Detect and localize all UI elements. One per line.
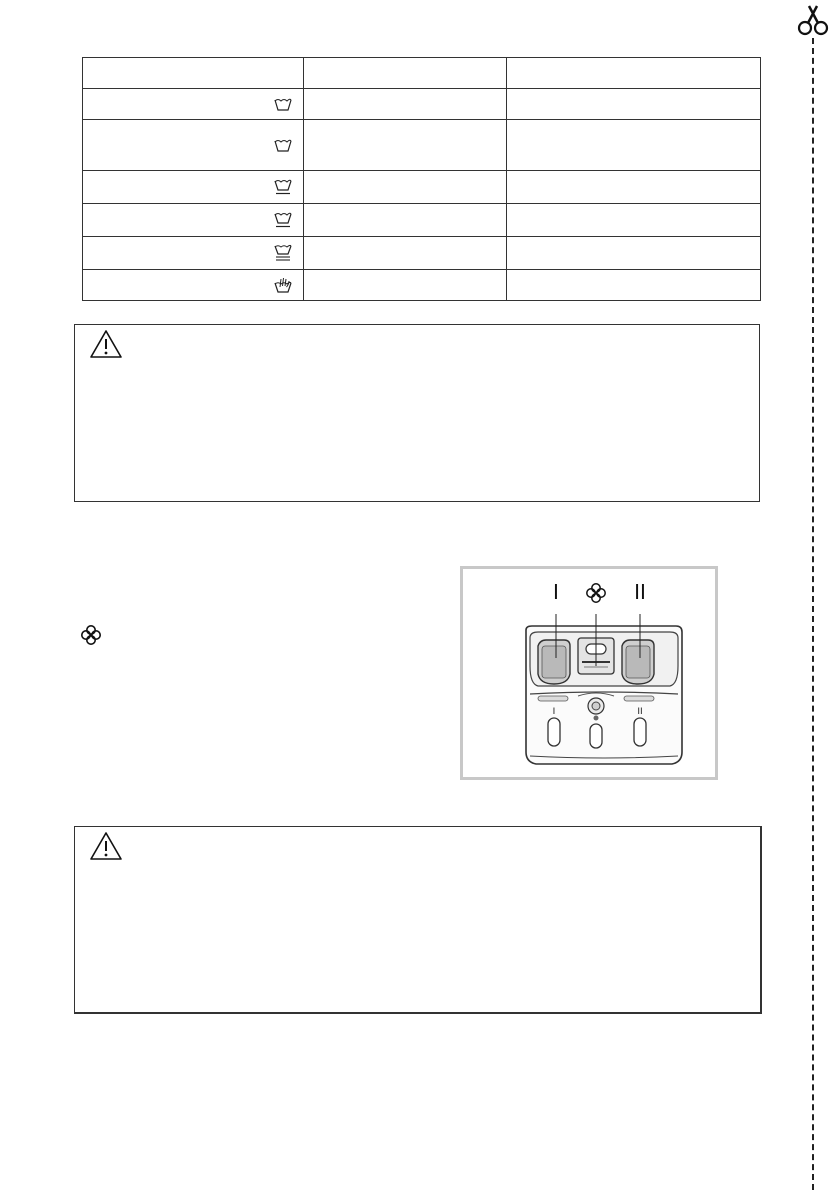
table-cell	[83, 171, 304, 204]
bottom-mark-mainwash: II	[637, 707, 643, 717]
warning-triangle-icon	[89, 329, 123, 359]
compartment-label-mainwash: II	[634, 580, 646, 604]
table-cell	[304, 204, 507, 237]
warning-triangle-icon	[89, 831, 123, 861]
table-cell	[507, 204, 761, 237]
table-header-cell	[83, 58, 304, 89]
bottom-mark-prewash: I	[552, 707, 556, 717]
table-cell	[507, 237, 761, 270]
warning-box	[74, 826, 762, 1014]
table-row	[83, 237, 761, 270]
table-row	[83, 270, 761, 301]
wash-tub-icon	[273, 95, 293, 113]
table-cell	[304, 89, 507, 120]
table-cell	[304, 270, 507, 301]
table-row	[83, 89, 761, 120]
table-cell	[83, 270, 304, 301]
table-cell	[507, 89, 761, 120]
table-row	[83, 204, 761, 237]
table-header-cell	[507, 58, 761, 89]
scissors-icon	[796, 4, 830, 38]
compartment-label-prewash: I	[553, 580, 559, 604]
table-cell	[83, 204, 304, 237]
table-cell	[507, 120, 761, 171]
wash-tub-one-bar-icon	[273, 178, 293, 196]
wash-tub-one-bar-icon	[273, 211, 293, 229]
hand-wash-icon	[273, 276, 293, 294]
wash-tub-two-bars-icon	[273, 244, 293, 262]
table-row	[83, 120, 761, 171]
table-row	[83, 171, 761, 204]
table-cell	[304, 120, 507, 171]
table-header-cell	[304, 58, 507, 89]
table-cell	[83, 120, 304, 171]
softener-flower-icon	[80, 624, 102, 646]
table-cell	[83, 89, 304, 120]
table-cell	[83, 237, 304, 270]
table-cell	[507, 171, 761, 204]
detergent-dispenser-diagram	[460, 566, 718, 780]
care-symbol-table	[82, 57, 761, 301]
table-cell	[304, 171, 507, 204]
wash-tub-icon	[273, 136, 293, 154]
warning-box	[74, 324, 760, 502]
table-cell	[304, 237, 507, 270]
cut-line	[812, 38, 814, 1190]
table-cell	[507, 270, 761, 301]
table-header-row	[83, 58, 761, 89]
